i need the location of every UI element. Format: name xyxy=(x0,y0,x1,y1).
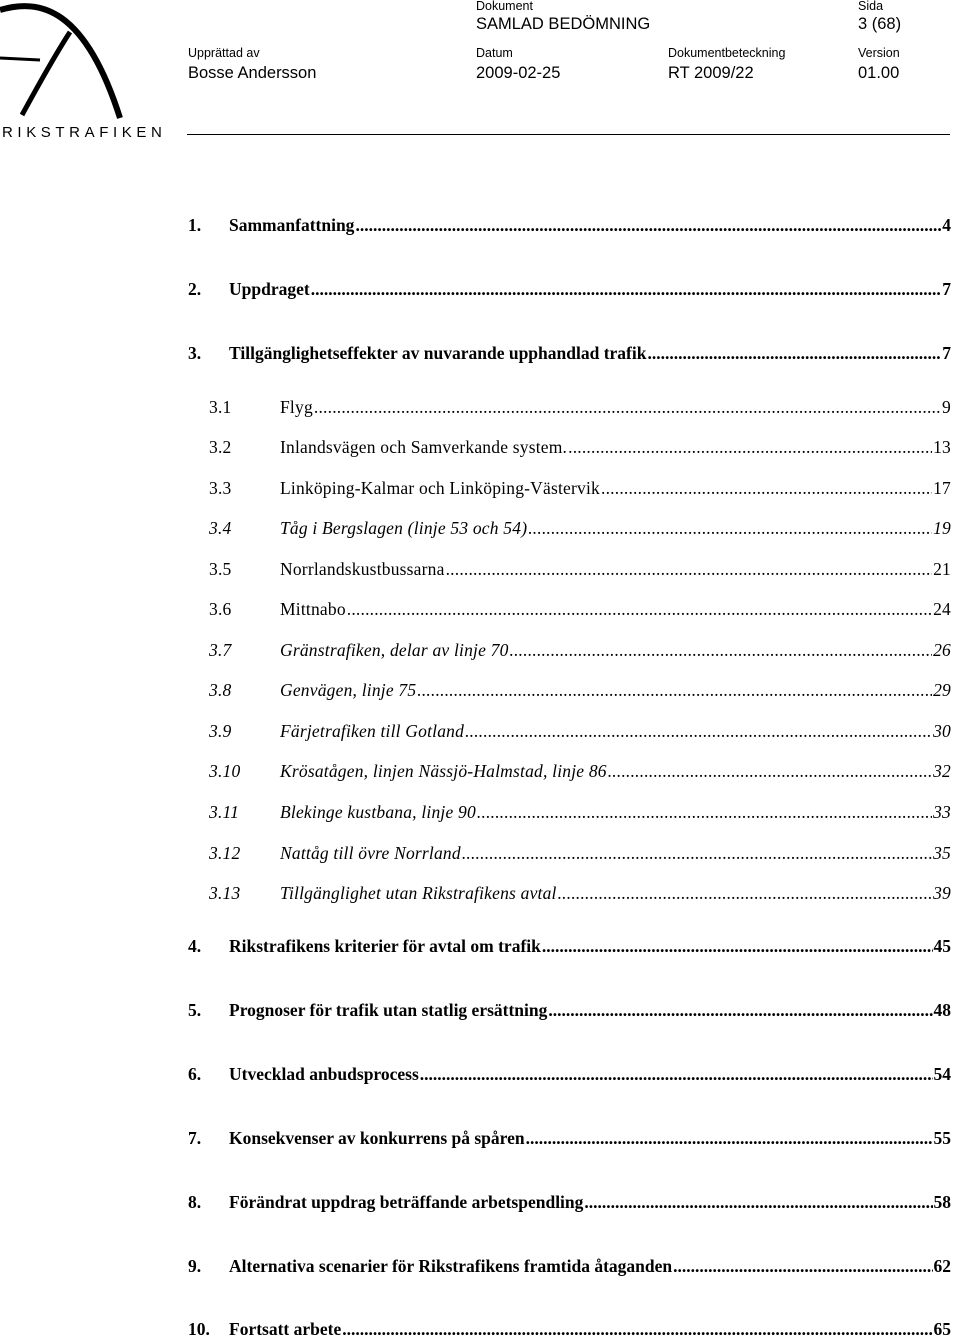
toc-entry-3-6[interactable] xyxy=(209,599,951,620)
toc-title: Linköping-Kalmar och Linköping-Västervik xyxy=(280,478,601,498)
toc-title: Tillgänglighet utan Rikstrafikens avtal xyxy=(280,883,557,903)
toc-number: 3.13 xyxy=(209,883,241,903)
upprattad-label: Upprättad av xyxy=(188,46,260,60)
toc-number: 6. xyxy=(188,1064,202,1084)
toc-leader xyxy=(314,397,941,418)
toc-number: 9. xyxy=(188,1256,202,1276)
toc-entry-10[interactable] xyxy=(188,1319,951,1340)
toc-entry-3-1[interactable] xyxy=(209,397,951,418)
toc-leader xyxy=(465,721,932,742)
toc-number: 3. xyxy=(188,343,202,363)
toc-number: 3.1 xyxy=(209,397,232,417)
toc-title: Krösatågen, linjen Nässjö-Halmstad, linje 86 xyxy=(280,761,607,781)
toc-title: Prognoser för trafik utan statlig ersättning xyxy=(229,1000,548,1020)
toc-page: 35 xyxy=(933,843,951,863)
beteckning-label: Dokumentbeteckning xyxy=(668,46,786,60)
toc-number: 8. xyxy=(188,1192,202,1212)
toc-entry-3-8[interactable] xyxy=(209,680,951,701)
toc-number: 3.9 xyxy=(209,721,232,741)
toc-leader xyxy=(601,478,932,499)
toc-leader xyxy=(420,1064,933,1085)
toc-entry-3-9[interactable] xyxy=(209,721,951,742)
toc-page: 54 xyxy=(933,1064,951,1084)
toc-entry-3[interactable] xyxy=(188,343,951,364)
toc-leader xyxy=(673,1256,932,1277)
toc-page: 32 xyxy=(933,761,951,781)
toc-page: 48 xyxy=(933,1000,951,1020)
toc-leader xyxy=(608,761,932,782)
sida-value: 3 (68) xyxy=(858,15,902,33)
logo-wordmark: RIKSTRAFIKEN xyxy=(2,124,167,141)
toc-leader xyxy=(558,883,932,904)
toc-entry-3-5[interactable] xyxy=(209,559,951,580)
toc-entry-4[interactable] xyxy=(188,936,951,957)
toc-page: 17 xyxy=(933,478,951,498)
toc-title: Konsekvenser av konkurrens på spåren xyxy=(229,1128,525,1148)
upprattad-value: Bosse Andersson xyxy=(188,64,317,82)
toc-title: Alternativa scenarier för Rikstrafikens framtida åtaganden xyxy=(229,1256,673,1276)
toc-number: 3.11 xyxy=(209,802,240,822)
toc-page: 24 xyxy=(933,599,951,619)
toc-page: 30 xyxy=(933,721,951,741)
toc-entry-3-13[interactable] xyxy=(209,883,951,904)
dokument-label: Dokument xyxy=(476,0,533,13)
toc-entry-2[interactable] xyxy=(188,279,951,300)
toc-number: 10. xyxy=(188,1319,210,1339)
toc-leader xyxy=(510,640,933,661)
toc-title: Mittnabo xyxy=(280,599,346,619)
toc-page: 39 xyxy=(933,883,951,903)
toc-leader xyxy=(528,518,932,539)
toc-title: Genvägen, linje 75 xyxy=(280,680,417,700)
dokument-value: SAMLAD BEDÖMNING xyxy=(476,15,651,33)
toc-entry-6[interactable] xyxy=(188,1064,951,1085)
toc-entry-3-7[interactable] xyxy=(209,640,951,661)
toc-title: Flyg xyxy=(280,397,313,417)
toc-leader xyxy=(477,802,932,823)
toc-number: 3.2 xyxy=(209,437,232,457)
toc-number: 2. xyxy=(188,279,202,299)
toc-leader xyxy=(542,936,933,957)
toc-entry-3-4[interactable] xyxy=(209,518,951,539)
toc-number: 3.5 xyxy=(209,559,232,579)
toc-page: 21 xyxy=(933,559,951,579)
toc-leader xyxy=(568,437,932,458)
toc-number: 3.7 xyxy=(209,640,232,660)
toc-title: Färjetrafiken till Gotland xyxy=(280,721,465,741)
toc-title: Förändrat uppdrag beträffande arbetspendling xyxy=(229,1192,584,1212)
toc-title: Blekinge kustbana, linje 90 xyxy=(280,802,476,822)
toc-page: 33 xyxy=(933,802,951,822)
toc-leader xyxy=(446,559,933,580)
toc-entry-3-3[interactable] xyxy=(209,478,951,499)
toc-leader xyxy=(647,343,941,364)
toc-page: 58 xyxy=(933,1192,951,1212)
toc-leader xyxy=(417,680,932,701)
rikstrafiken-logo xyxy=(0,0,167,150)
toc-number: 3.6 xyxy=(209,599,232,619)
version-value: 01.00 xyxy=(858,64,900,82)
toc-page: 19 xyxy=(933,518,951,538)
toc-number: 7. xyxy=(188,1128,202,1148)
toc-title: Nattåg till övre Norrland xyxy=(280,843,461,863)
toc-entry-1[interactable] xyxy=(188,215,951,236)
version-label: Version xyxy=(858,46,900,60)
toc-number: 5. xyxy=(188,1000,202,1020)
toc-leader xyxy=(347,599,932,620)
datum-label: Datum xyxy=(476,46,513,60)
logo-swoosh-icon xyxy=(0,0,150,125)
toc-leader xyxy=(311,279,942,300)
datum-value: 2009-02-25 xyxy=(476,64,561,82)
toc-title: Inlandsvägen och Samverkande system. xyxy=(280,437,568,457)
toc-number: 3.8 xyxy=(209,680,232,700)
toc-entry-8[interactable] xyxy=(188,1192,951,1213)
toc-entry-3-10[interactable] xyxy=(209,761,951,782)
toc-number: 3.10 xyxy=(209,761,241,781)
toc-leader xyxy=(584,1192,932,1213)
toc-leader xyxy=(462,843,932,864)
toc-leader xyxy=(526,1128,933,1149)
toc-title: Utvecklad anbudsprocess xyxy=(229,1064,419,1084)
toc-page: 9 xyxy=(942,397,951,417)
beteckning-value: RT 2009/22 xyxy=(668,64,754,82)
toc-page: 7 xyxy=(942,279,951,299)
toc-number: 3.12 xyxy=(209,843,241,863)
toc-title: Tåg i Bergslagen (linje 53 och 54) xyxy=(280,518,528,538)
sida-label: Sida xyxy=(858,0,884,13)
toc-title: Tillgänglighetseffekter av nuvarande upphandlad trafik xyxy=(229,343,647,363)
toc-entry-3-2[interactable] xyxy=(209,437,951,458)
toc-entry-7[interactable] xyxy=(188,1128,951,1149)
toc-title: Uppdraget xyxy=(229,279,310,299)
toc-leader xyxy=(548,1000,932,1021)
toc-leader xyxy=(355,215,941,236)
toc-page: 4 xyxy=(942,215,951,235)
toc-title: Sammanfattning xyxy=(229,215,355,235)
toc-number: 1. xyxy=(188,215,202,235)
toc-number: 4. xyxy=(188,936,202,956)
toc-page: 29 xyxy=(933,680,951,700)
toc-page: 65 xyxy=(933,1319,951,1339)
toc-entry-9[interactable] xyxy=(188,1256,951,1277)
toc-number: 3.3 xyxy=(209,478,232,498)
toc-page: 55 xyxy=(933,1128,951,1148)
toc-entry-5[interactable] xyxy=(188,1000,951,1021)
toc-leader xyxy=(342,1319,932,1340)
toc-title: Gränstrafiken, delar av linje 70 xyxy=(280,640,509,660)
toc-page: 7 xyxy=(942,343,951,363)
toc-page: 45 xyxy=(933,936,951,956)
toc-page: 62 xyxy=(933,1256,951,1276)
header-divider xyxy=(187,134,950,135)
toc-page: 13 xyxy=(933,437,951,457)
toc-page: 26 xyxy=(933,640,951,660)
toc-title: Rikstrafikens kriterier för avtal om trafik xyxy=(229,936,541,956)
toc-number: 3.4 xyxy=(209,518,232,538)
toc-title: Norrlandskustbussarna xyxy=(280,559,445,579)
toc-entry-3-12[interactable] xyxy=(209,843,951,864)
toc-title: Fortsatt arbete xyxy=(229,1319,342,1339)
toc-entry-3-11[interactable] xyxy=(209,802,951,823)
